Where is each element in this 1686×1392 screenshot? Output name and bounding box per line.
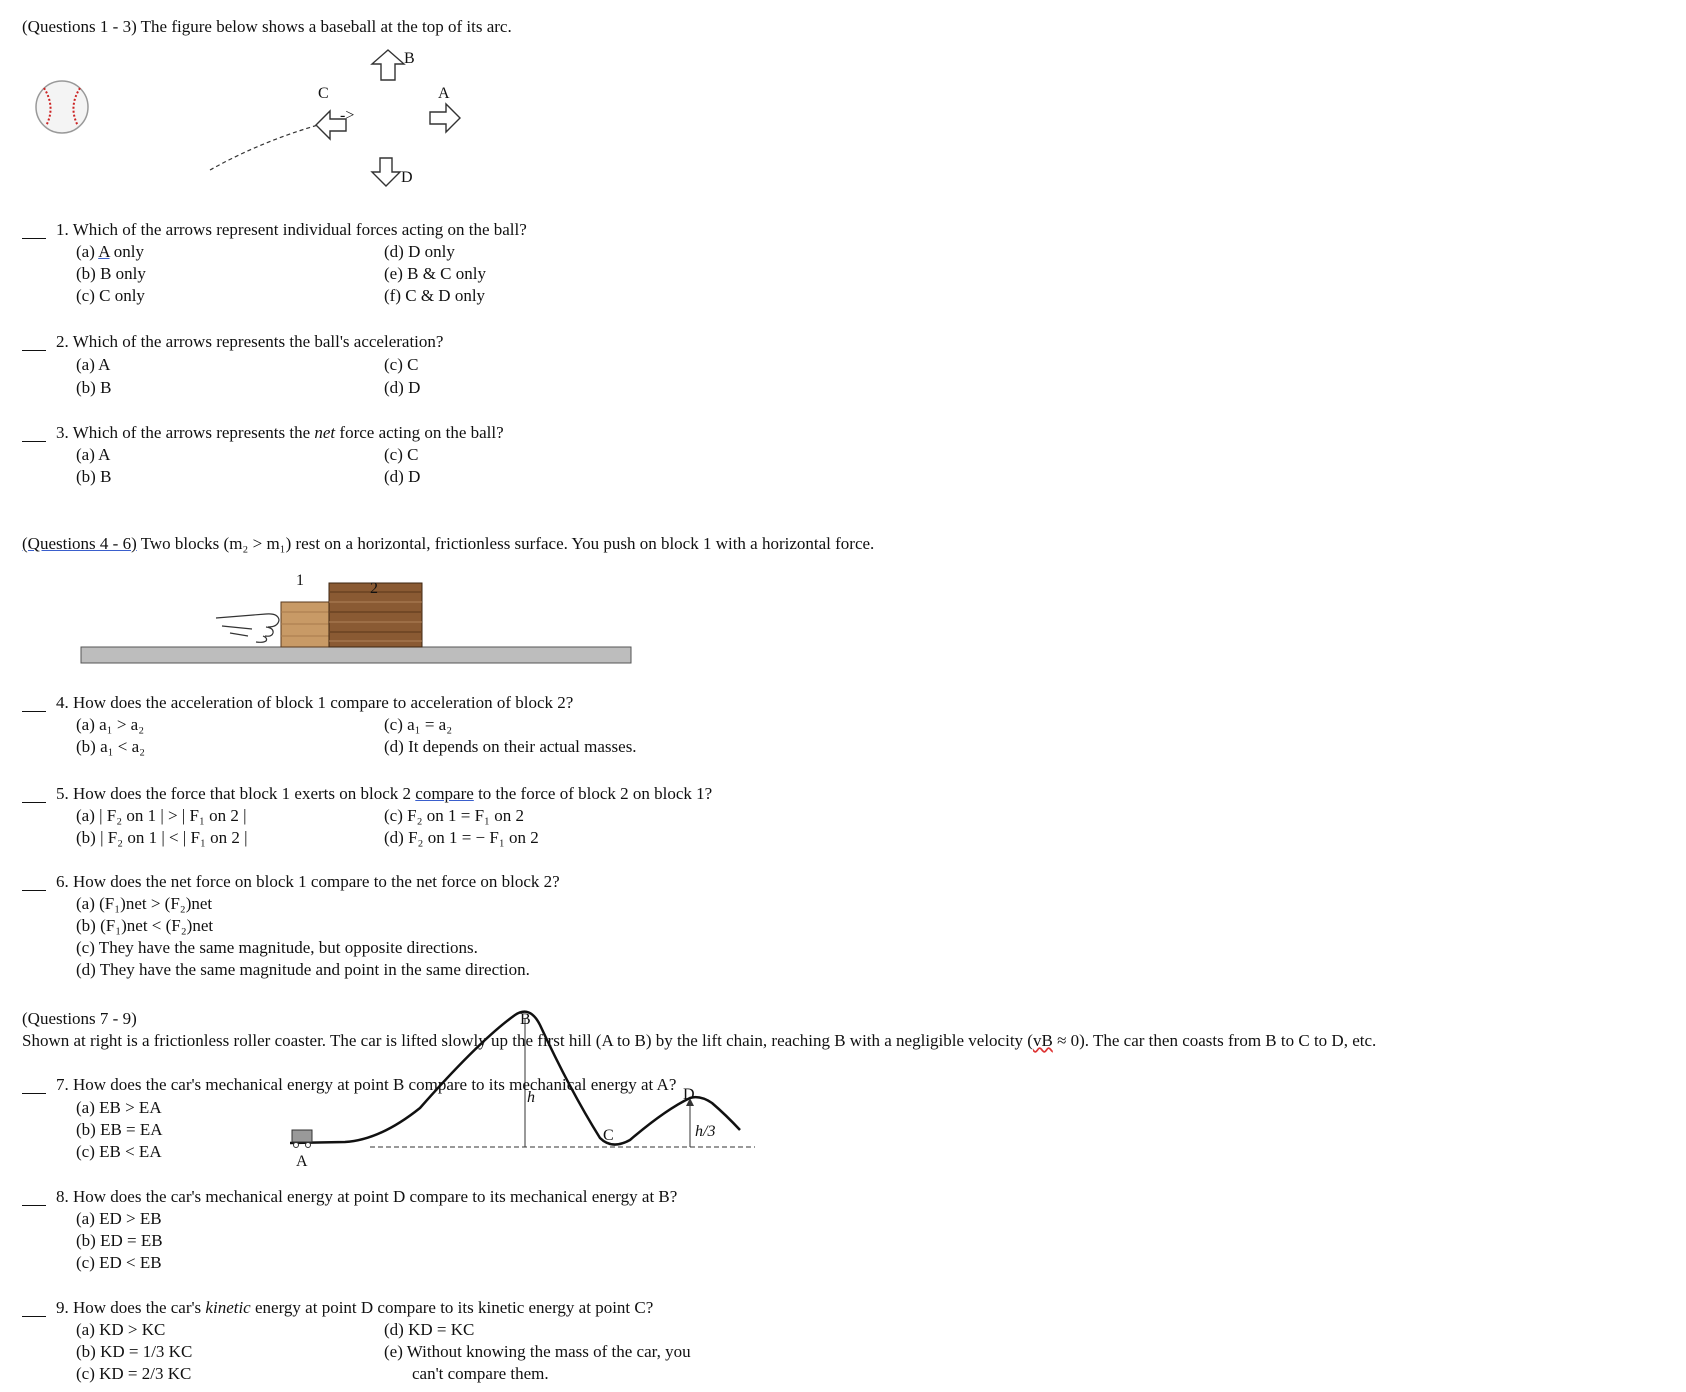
q4-option-b: (b) a₁ < a₂ bbox=[76, 737, 146, 756]
q5-option-c: (c) F₂ on 1 = F₁ on 2 bbox=[384, 806, 524, 825]
question-3: 3. Which of the arrows represents the net force acting on the ball? bbox=[56, 423, 504, 442]
q9-option-e-line1: (e) Without knowing the mass of the car, you bbox=[384, 1342, 691, 1361]
header-questions-4-6: (Questions 4 - 6) Two blocks (m₂ > m₁) rest on a horizontal, frictionless surface. You push on block 1 with a horizontal force. bbox=[22, 534, 875, 553]
q4-option-c: (c) a₁ = a₂ bbox=[384, 715, 453, 734]
label-point-b: B bbox=[520, 1011, 531, 1028]
question-7: 7. How does the car's mechanical energy at point B compare to its mechanical energy at A? bbox=[56, 1075, 677, 1094]
question-1: 1. Which of the arrows represent individual forces acting on the ball? bbox=[56, 220, 527, 239]
q1-option-a: (a) A only bbox=[76, 242, 145, 261]
label-h: h bbox=[527, 1089, 535, 1106]
answer-blank-q7[interactable] bbox=[22, 1093, 46, 1094]
q3-option-d: (d) D bbox=[384, 467, 421, 486]
header-questions-1-3: (Questions 1 - 3) The figure below shows a baseball at the top of its arc. bbox=[22, 17, 512, 36]
question-8: 8. How does the car's mechanical energy at point D compare to its mechanical energy at B? bbox=[56, 1187, 678, 1206]
label-point-c: C bbox=[603, 1127, 614, 1144]
q8-option-b: (b) ED = EB bbox=[76, 1231, 163, 1250]
q9-option-d: (d) KD = KC bbox=[384, 1320, 475, 1339]
q1-option-e: (e) B & C only bbox=[384, 264, 486, 283]
question-4: 4. How does the acceleration of block 1 compare to acceleration of block 2? bbox=[56, 693, 574, 712]
block-2-label: 2 bbox=[370, 580, 378, 597]
arrow-c-label: C bbox=[318, 85, 329, 102]
question-9: 9. How does the car's kinetic energy at point D compare to its kinetic energy at point C? bbox=[56, 1298, 654, 1317]
q2-option-d: (d) D bbox=[384, 378, 421, 397]
q7-option-b: (b) EB = EA bbox=[76, 1120, 163, 1139]
question-5: 5. How does the force that block 1 exerts on block 2 compare to the force of block 2 on block 1? bbox=[56, 784, 713, 803]
q7-option-c: (c) EB < EA bbox=[76, 1142, 162, 1161]
answer-blank-q8[interactable] bbox=[22, 1205, 46, 1206]
label-point-a: A bbox=[296, 1153, 308, 1170]
q9-option-a: (a) KD > KC bbox=[76, 1320, 166, 1339]
answer-blank-q9[interactable] bbox=[22, 1316, 46, 1317]
q7-option-a: (a) EB > EA bbox=[76, 1098, 162, 1117]
arrow-a-label: A bbox=[438, 85, 450, 102]
q3-option-c: (c) C bbox=[384, 445, 419, 464]
q6-option-b: (b) (F₁)net < (F₂)net bbox=[76, 916, 214, 935]
arrow-b-label: B bbox=[404, 50, 415, 67]
q9-option-e-line2: can't compare them. bbox=[412, 1364, 549, 1383]
label-h3: h/3 bbox=[695, 1123, 716, 1140]
header-questions-7-9-body: Shown at right is a frictionless roller coaster. The car is lifted slowly up the first hill (A to B) by the lift chain, reaching B with a negligible velocity (vB ≈ 0). The car then coasts from B to C to D, etc. bbox=[22, 1031, 1377, 1050]
q4-option-d: (d) It depends on their actual masses. bbox=[384, 737, 637, 756]
q1-option-b: (b) B only bbox=[76, 264, 146, 283]
q5-option-b: (b) | F₂ on 1 | < | F₁ on 2 | bbox=[76, 828, 248, 847]
block-1-label: 1 bbox=[296, 572, 304, 589]
label-point-d: D bbox=[683, 1086, 695, 1103]
coaster-car-icon bbox=[292, 1130, 312, 1148]
arrow-d-label: D bbox=[401, 169, 413, 186]
q3-option-a: (a) A bbox=[76, 445, 111, 464]
q6-option-a: (a) (F₁)net > (F₂)net bbox=[76, 894, 213, 913]
trajectory-arrow-label: -> bbox=[340, 107, 355, 124]
q2-option-a: (a) A bbox=[76, 355, 111, 374]
q5-option-a: (a) | F₂ on 1 | > | F₁ on 2 | bbox=[76, 806, 247, 825]
q5-option-d: (d) F₂ on 1 = − F₁ on 2 bbox=[384, 828, 539, 847]
q1-option-d: (d) D only bbox=[384, 242, 455, 261]
q9-option-c: (c) KD = 2/3 KC bbox=[76, 1364, 192, 1383]
question-6: 6. How does the net force on block 1 compare to the net force on block 2? bbox=[56, 872, 560, 891]
q9-option-b: (b) KD = 1/3 KC bbox=[76, 1342, 193, 1361]
q6-option-d: (d) They have the same magnitude and point in the same direction. bbox=[76, 960, 530, 979]
question-2: 2. Which of the arrows represents the ball's acceleration? bbox=[56, 332, 444, 351]
q2-option-c: (c) C bbox=[384, 355, 419, 374]
q6-option-c: (c) They have the same magnitude, but opposite directions. bbox=[76, 938, 478, 957]
q1-option-f: (f) C & D only bbox=[384, 286, 486, 305]
q1-option-c: (c) C only bbox=[76, 286, 145, 305]
header-questions-7-9-lead: (Questions 7 - 9) bbox=[22, 1009, 137, 1028]
q4-option-a: (a) a₁ > a₂ bbox=[76, 715, 145, 734]
q2-option-b: (b) B bbox=[76, 378, 112, 397]
q3-option-b: (b) B bbox=[76, 467, 112, 486]
q8-option-a: (a) ED > EB bbox=[76, 1209, 162, 1228]
q8-option-c: (c) ED < EB bbox=[76, 1253, 162, 1272]
